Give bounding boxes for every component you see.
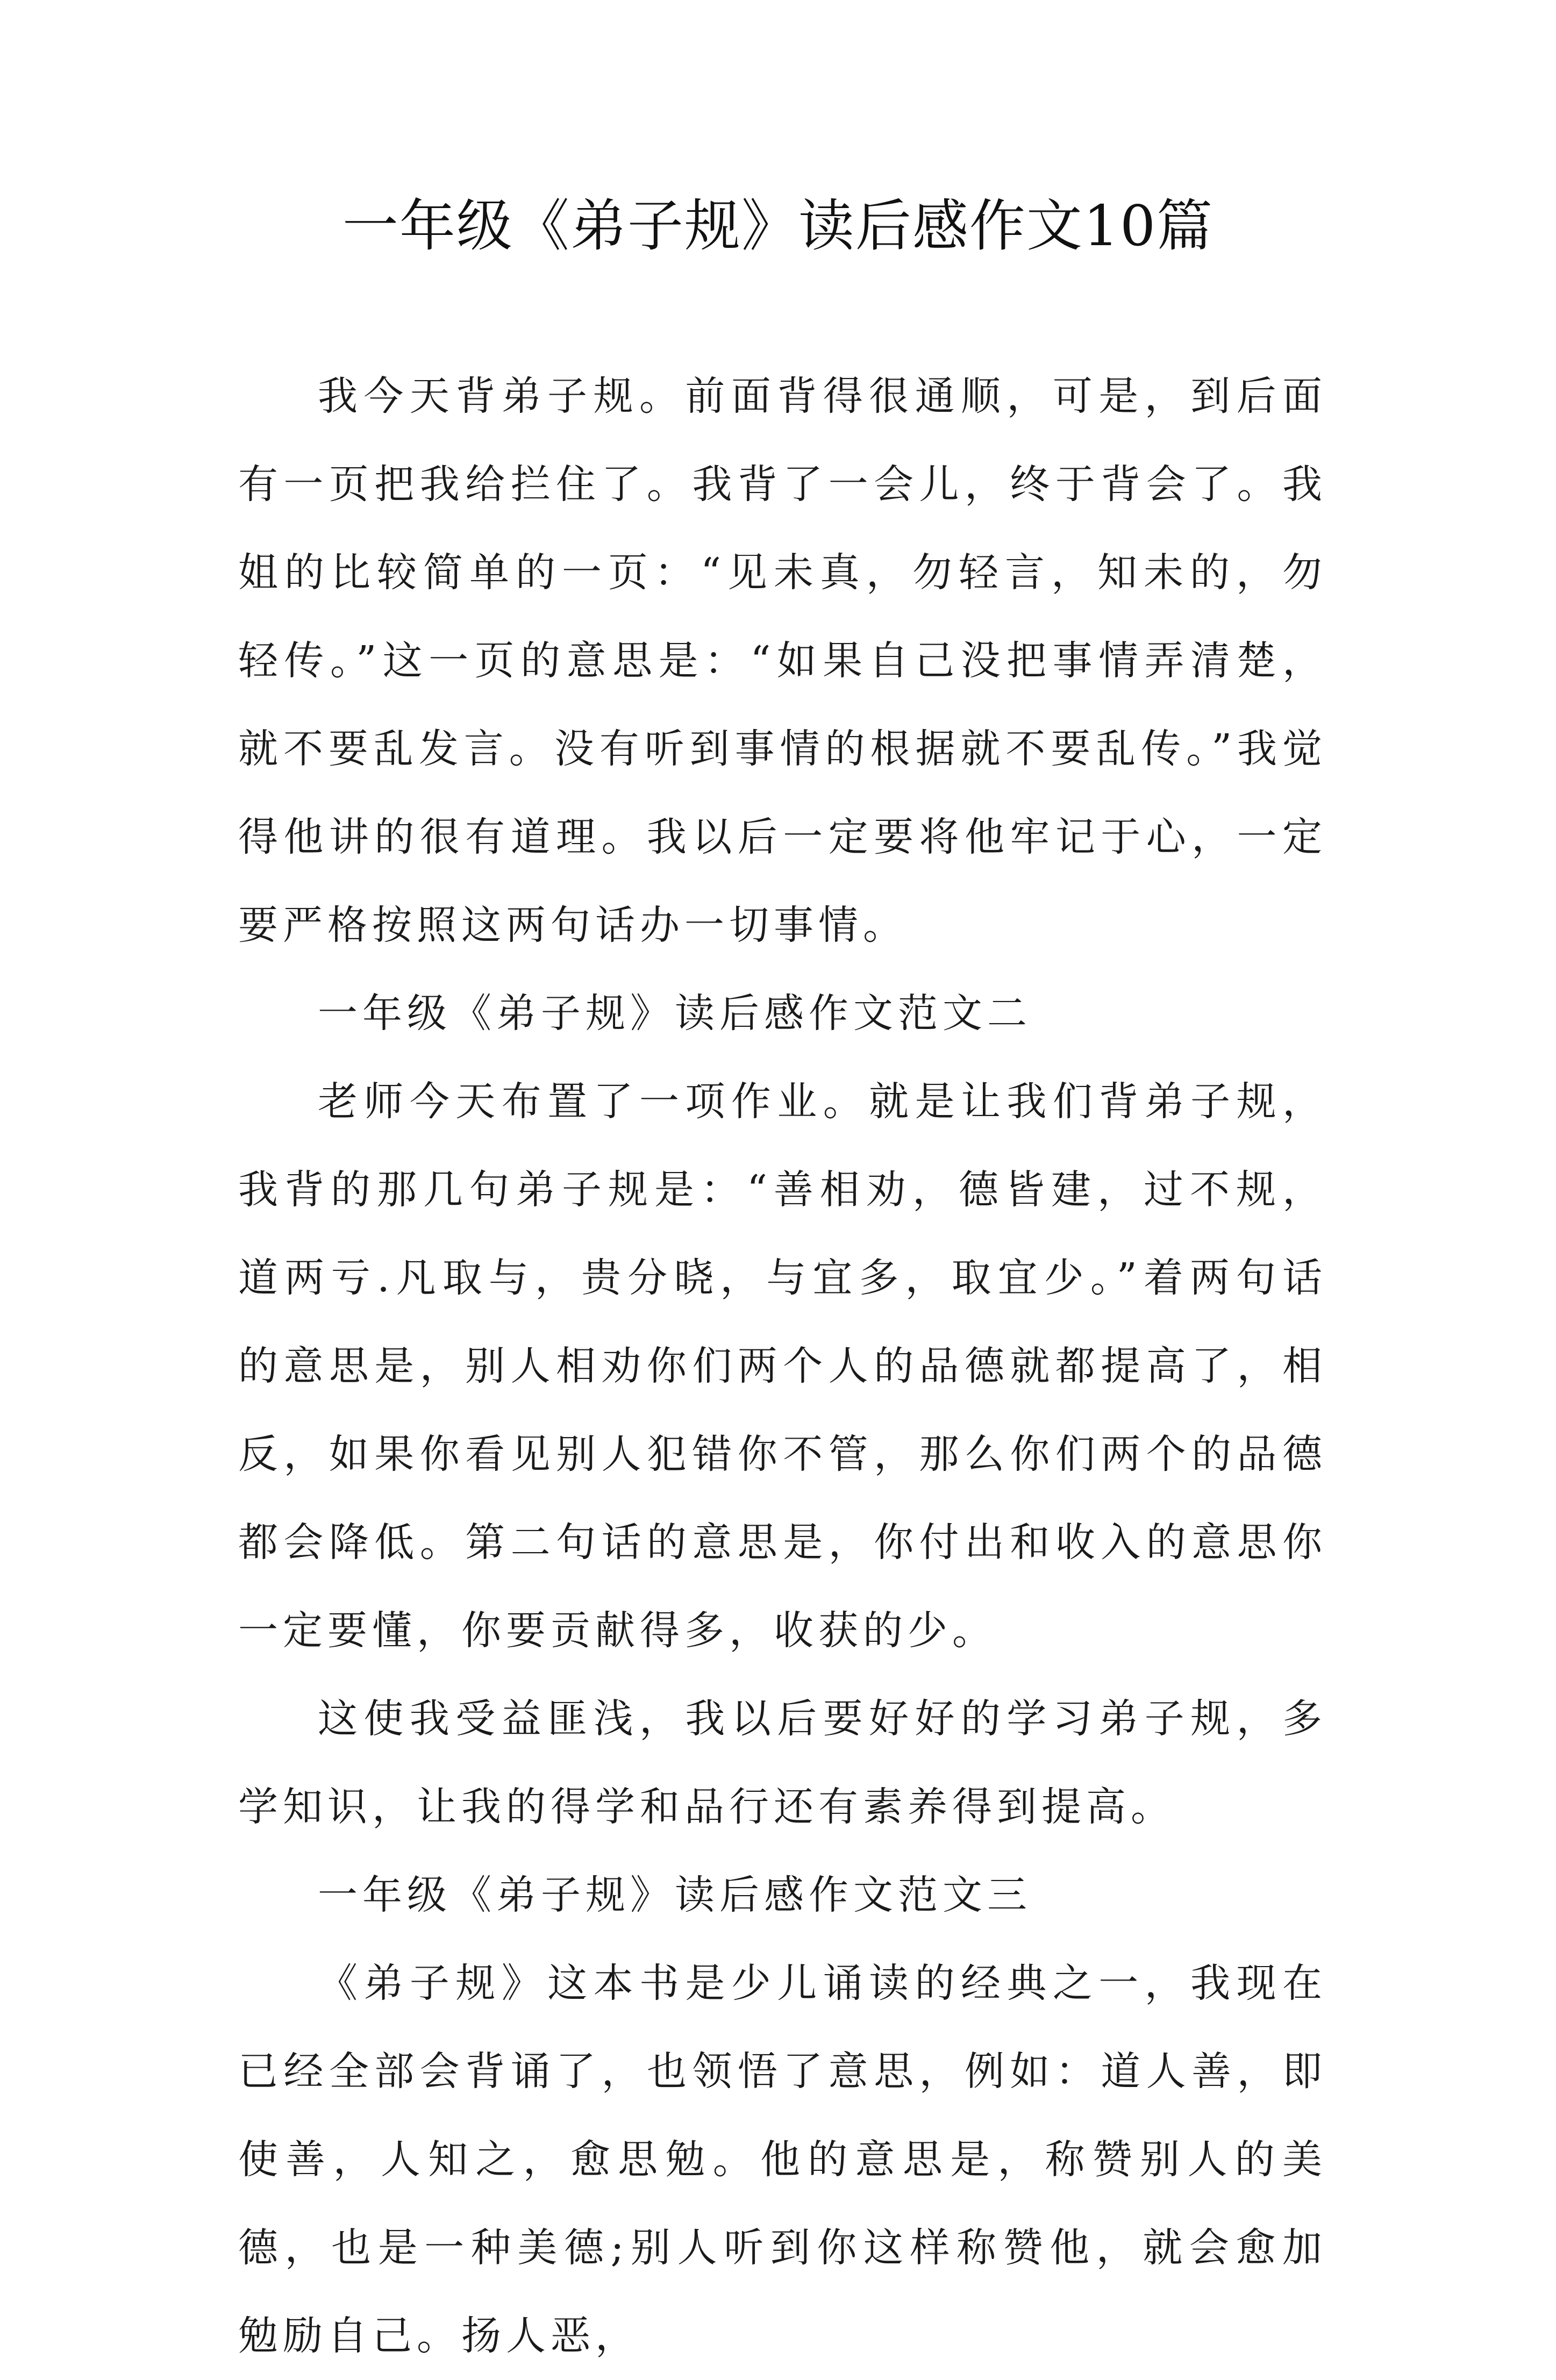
paragraph-3: 这使我受益匪浅，我以后要好好的学习弟子规，多学知识，让我的得学和品行还有素养得到提高。: [238, 1696, 1327, 1830]
paragraph-4: 《弟子规》这本书是少儿诵读的经典之一，我现在已经全部会背诵了，也领悟了意思，例如：道人善，即使善，人知之，愈思勉。他的意思是，称赞别人的美德，也是一种美德;别人听到你这样称赞他，就会愈加勉励自己。扬人恶，: [238, 1960, 1327, 2359]
document-title: 一年级《弟子规》读后感作文10篇: [342, 193, 1214, 259]
section-heading-2: 一年级《弟子规》读后感作文范文二: [318, 990, 1032, 1037]
document-body: [238, 352, 1327, 2380]
section-heading-3: 一年级《弟子规》读后感作文范文三: [318, 1872, 1032, 1918]
paragraph-1: 我今天背弟子规。前面背得很通顺，可是，到后面有一页把我给拦住了。我背了一会儿，终于背会了。我姐的比较简单的一页：“见未真，勿轻言，知未的，勿轻传。”这一页的意思是：“如果自己没把事情弄清楚，就不要乱发言。没有听到事情的根据就不要乱传。”我觉得他讲的很有道理。我以后一定要将他牢记于心，一定要严格按照这两句话办一切事情。: [238, 373, 1327, 948]
paragraph-2: 老师今天布置了一项作业。就是让我们背弟子规，我背的那几句弟子规是：“善相劝，德皆建，过不规，道两亏.凡取与，贵分晓，与宜多，取宜少。”着两句话的意思是，别人相劝你们两个人的品德就都提高了，相反，如果你看见别人犯错你不管，那么你们两个的品德都会降低。第二句话的意思是，你付出和收入的意思你一定要懂，你要贡献得多，收获的少。: [238, 1078, 1327, 1654]
